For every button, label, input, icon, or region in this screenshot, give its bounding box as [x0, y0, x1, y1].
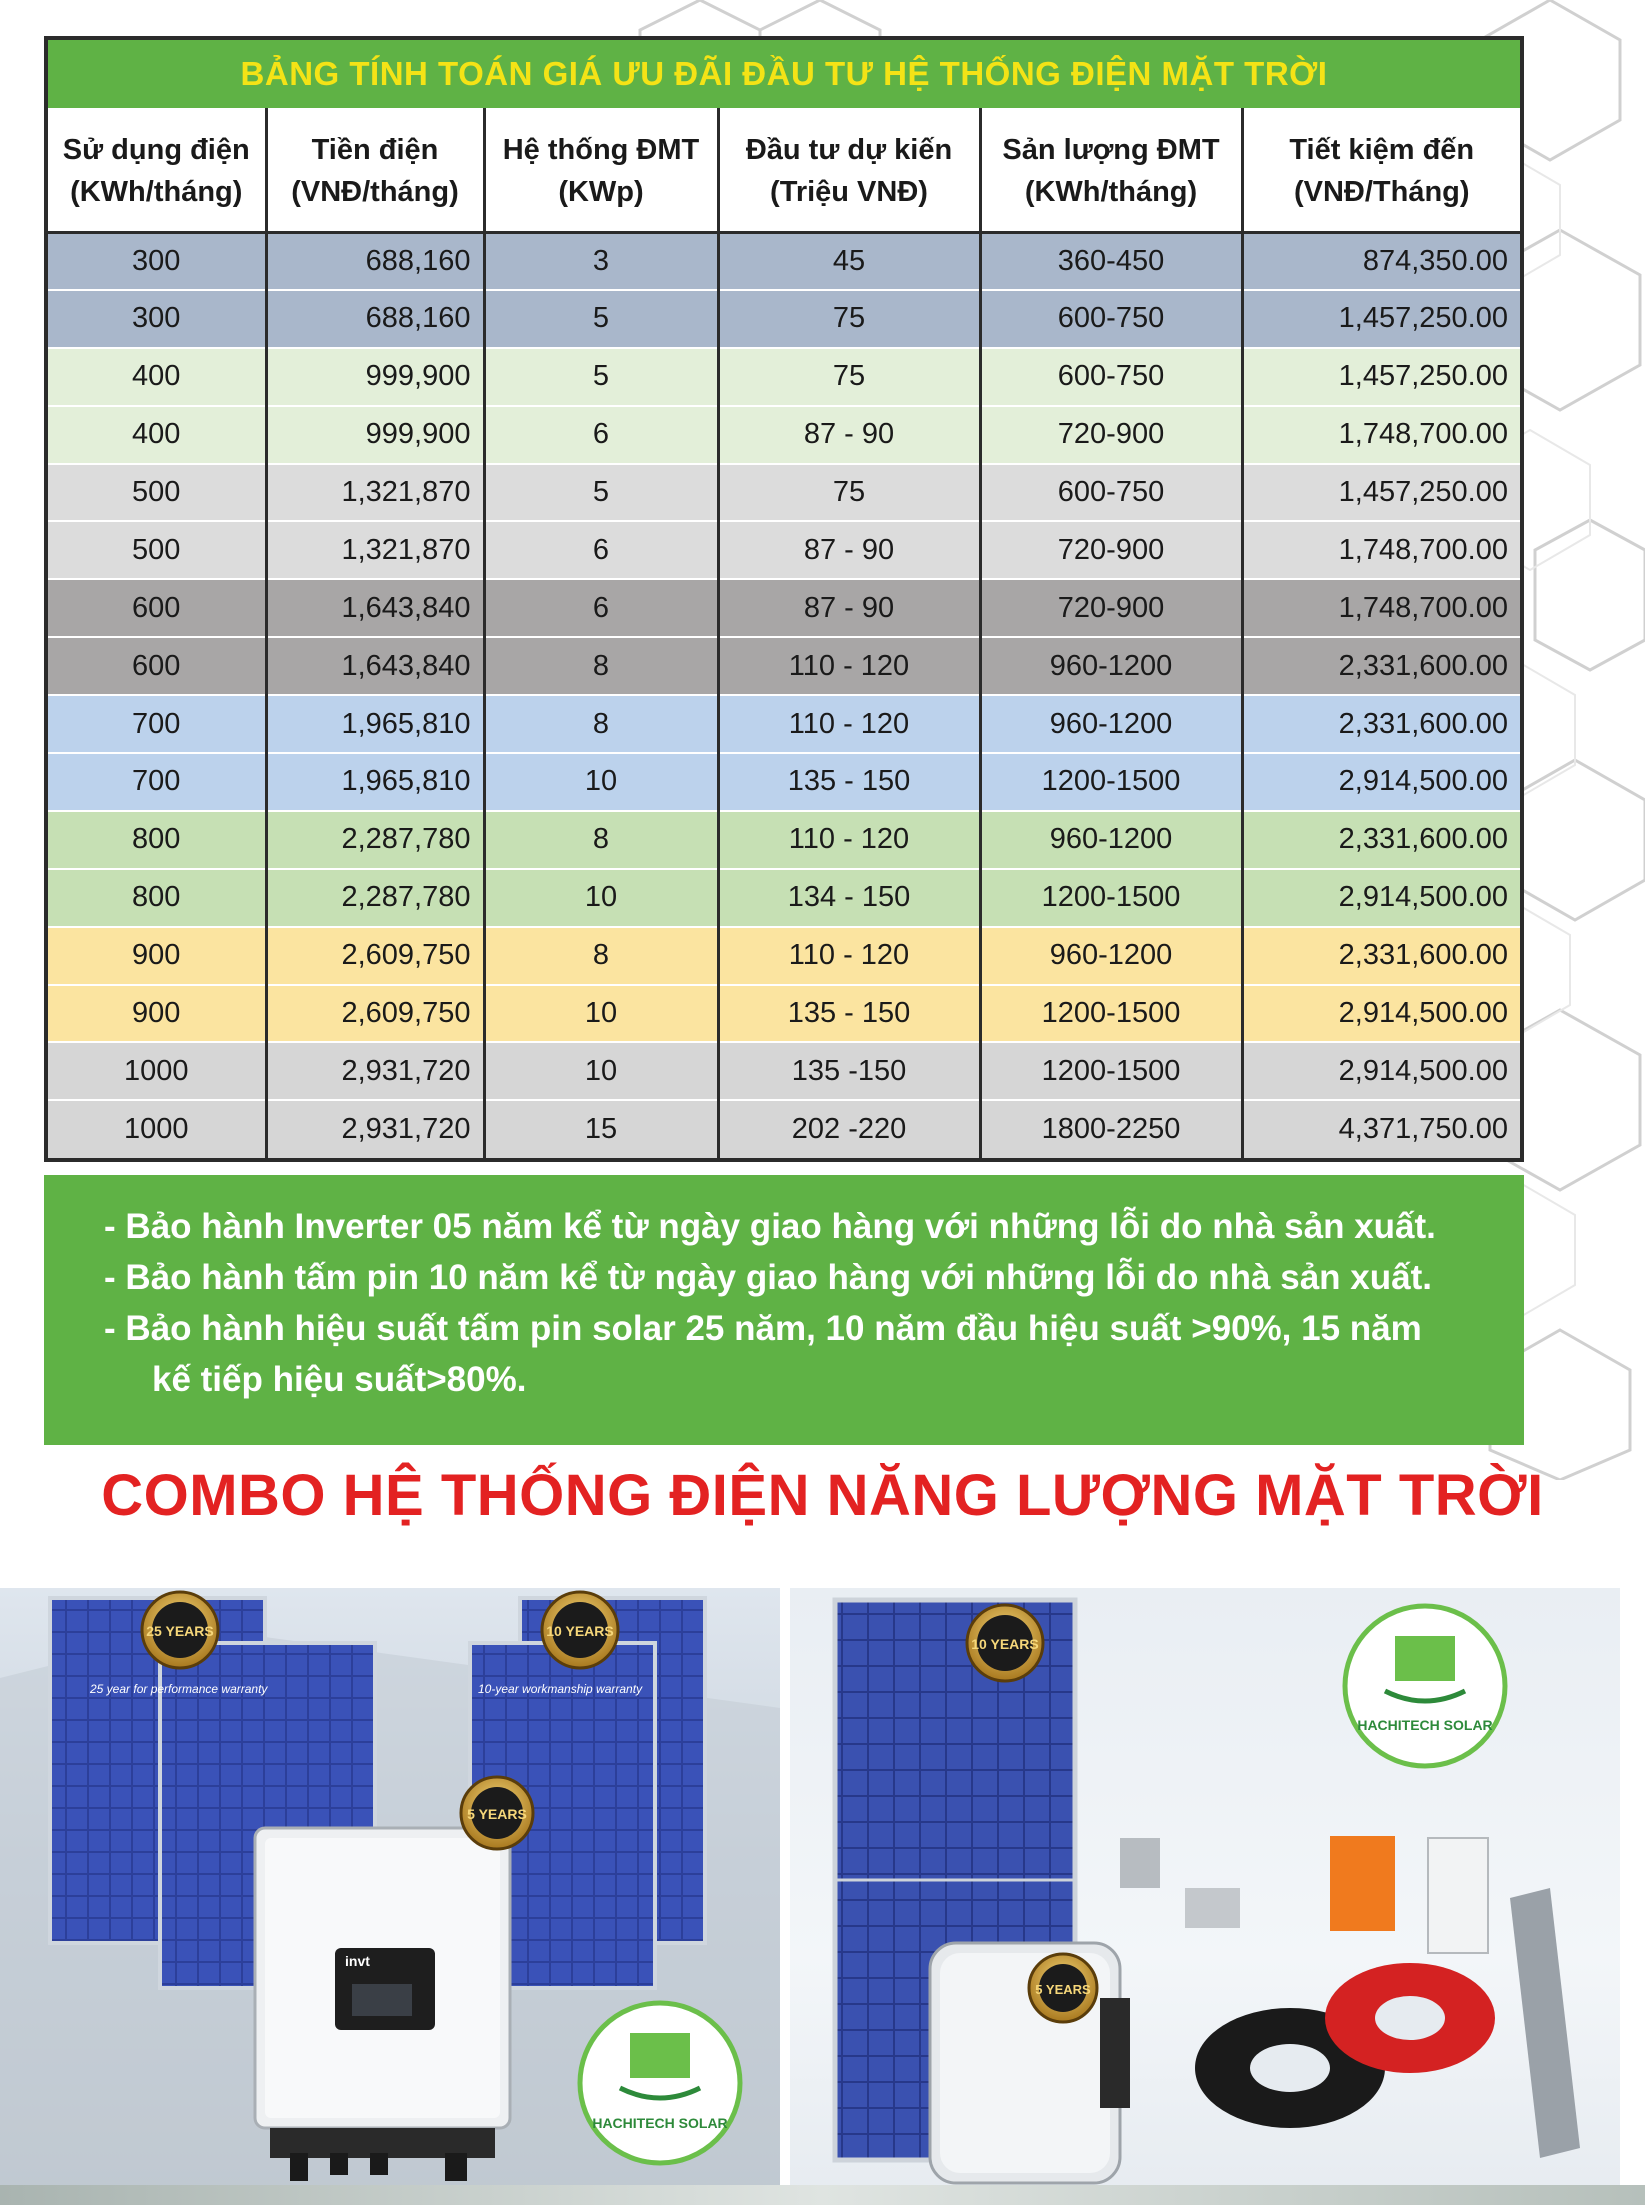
- cell-bill: 1,321,870: [266, 521, 484, 579]
- cell-usage: 300: [48, 232, 266, 290]
- table-row: [48, 348, 1520, 406]
- cell-saving: 2,914,500.00: [1242, 753, 1520, 811]
- cell-output: 720-900: [980, 521, 1242, 579]
- note-performance-warranty: - Bảo hành hiệu suất tấm pin solar 25 năm, 10 năm đầu hiệu suất >90%, 15 năm: [104, 1309, 1422, 1348]
- cell-usage: 700: [48, 695, 266, 753]
- table-row: [48, 869, 1520, 927]
- table-row: [48, 232, 1520, 290]
- cell-invest: 87 - 90: [718, 579, 980, 637]
- cell-saving: 2,331,600.00: [1242, 637, 1520, 695]
- svg-text:HACHITECH SOLAR: HACHITECH SOLAR: [592, 2115, 728, 2131]
- cell-bill: 2,609,750: [266, 985, 484, 1043]
- cell-bill: 1,965,810: [266, 753, 484, 811]
- cell-output: 720-900: [980, 406, 1242, 464]
- cell-output: 960-1200: [980, 811, 1242, 869]
- svg-text:10 YEARS: 10 YEARS: [546, 1623, 614, 1639]
- inverter-left: [255, 1828, 510, 2181]
- cell-invest: 75: [718, 290, 980, 348]
- hachitech-logo-left: [580, 2003, 740, 2163]
- bottom-strip: [0, 2185, 1645, 2205]
- cell-usage: 500: [48, 464, 266, 522]
- cell-bill: 2,931,720: [266, 1042, 484, 1100]
- cell-system: 3: [484, 232, 718, 290]
- svg-text:5 YEARS: 5 YEARS: [1035, 1982, 1091, 1997]
- cell-invest: 110 - 120: [718, 811, 980, 869]
- cell-bill: 2,609,750: [266, 927, 484, 985]
- table-row: [48, 579, 1520, 637]
- inverter-brand: invt: [345, 1953, 370, 1969]
- cell-output: 600-750: [980, 290, 1242, 348]
- cell-saving: 2,331,600.00: [1242, 695, 1520, 753]
- header-output: Sản lượng ĐMT (KWh/tháng): [980, 108, 1242, 232]
- cell-saving: 2,914,500.00: [1242, 985, 1520, 1043]
- cell-saving: 2,914,500.00: [1242, 1042, 1520, 1100]
- product-photo-left: [0, 1588, 780, 2205]
- cell-invest: 87 - 90: [718, 406, 980, 464]
- cell-bill: 688,160: [266, 290, 484, 348]
- cell-usage: 300: [48, 290, 266, 348]
- cell-output: 960-1200: [980, 927, 1242, 985]
- table-row: [48, 753, 1520, 811]
- cell-output: 1200-1500: [980, 753, 1242, 811]
- solar-kit-illustration-right: [790, 1588, 1620, 2205]
- warranty-text-10: 10-year workmanship warranty: [478, 1682, 643, 1696]
- cell-invest: 110 - 120: [718, 695, 980, 753]
- table-row: [48, 811, 1520, 869]
- cell-system: 8: [484, 695, 718, 753]
- header-row: [48, 108, 1520, 232]
- note-panel-warranty: - Bảo hành tấm pin 10 năm kể từ ngày giao hàng với những lỗi do nhà sản xuất.: [104, 1258, 1432, 1297]
- cell-output: 960-1200: [980, 637, 1242, 695]
- cell-invest: 134 - 150: [718, 869, 980, 927]
- cell-output: 720-900: [980, 579, 1242, 637]
- cell-system: 15: [484, 1100, 718, 1158]
- cell-usage: 500: [48, 521, 266, 579]
- cell-bill: 2,287,780: [266, 869, 484, 927]
- header-saving: Tiết kiệm đến (VNĐ/Tháng): [1242, 108, 1520, 232]
- table-row: [48, 406, 1520, 464]
- cell-system: 6: [484, 406, 718, 464]
- cell-invest: 135 -150: [718, 1042, 980, 1100]
- cell-usage: 1000: [48, 1100, 266, 1158]
- cell-output: 360-450: [980, 232, 1242, 290]
- cell-invest: 45: [718, 232, 980, 290]
- cell-saving: 1,748,700.00: [1242, 521, 1520, 579]
- cell-usage: 800: [48, 869, 266, 927]
- cell-invest: 110 - 120: [718, 637, 980, 695]
- cell-output: 600-750: [980, 348, 1242, 406]
- cell-usage: 700: [48, 753, 266, 811]
- header-system: Hệ thống ĐMT (KWp): [484, 108, 718, 232]
- header-invest: Đầu tư dự kiến (Triệu VNĐ): [718, 108, 980, 232]
- cell-system: 8: [484, 927, 718, 985]
- cell-bill: 2,287,780: [266, 811, 484, 869]
- cell-usage: 600: [48, 579, 266, 637]
- cell-system: 8: [484, 637, 718, 695]
- note-performance-warranty-cont: kế tiếp hiệu suất>80%.: [152, 1360, 527, 1399]
- table-row: [48, 985, 1520, 1043]
- mc4-connector: [1100, 1998, 1130, 2108]
- cell-saving: 2,914,500.00: [1242, 869, 1520, 927]
- cell-invest: 110 - 120: [718, 927, 980, 985]
- cell-saving: 1,457,250.00: [1242, 348, 1520, 406]
- badge-5-years-right: [1029, 1954, 1097, 2022]
- warranty-notes: [44, 1175, 1524, 1445]
- pricing-grid: [48, 108, 1520, 1158]
- cell-output: 1200-1500: [980, 985, 1242, 1043]
- cell-invest: 135 - 150: [718, 753, 980, 811]
- cell-system: 10: [484, 753, 718, 811]
- cell-bill: 1,321,870: [266, 464, 484, 522]
- cell-system: 6: [484, 521, 718, 579]
- hachitech-logo-right: [1345, 1606, 1505, 1766]
- cell-saving: 1,457,250.00: [1242, 464, 1520, 522]
- cell-usage: 1000: [48, 1042, 266, 1100]
- svg-text:10 YEARS: 10 YEARS: [971, 1636, 1039, 1652]
- table-row: [48, 1042, 1520, 1100]
- cell-usage: 400: [48, 406, 266, 464]
- warranty-text-25: 25 year for performance warranty: [90, 1682, 268, 1696]
- badge-25-years: [142, 1592, 218, 1668]
- cell-usage: 900: [48, 985, 266, 1043]
- cell-output: 600-750: [980, 464, 1242, 522]
- cell-invest: 202 -220: [718, 1100, 980, 1158]
- product-photo-right: [790, 1588, 1620, 2205]
- cell-bill: 1,965,810: [266, 695, 484, 753]
- table-title: BẢNG TÍNH TOÁN GIÁ ƯU ĐÃI ĐẦU TƯ HỆ THỐNG ĐIỆN MẶT TRỜI: [48, 40, 1520, 108]
- cell-saving: 1,748,700.00: [1242, 406, 1520, 464]
- combo-title: COMBO HỆ THỐNG ĐIỆN NĂNG LƯỢNG MẶT TRỜI: [101, 1463, 1544, 1528]
- cell-saving: 4,371,750.00: [1338, 1113, 1508, 1146]
- svg-text:25 YEARS: 25 YEARS: [146, 1623, 214, 1639]
- note-inverter-warranty: - Bảo hành Inverter 05 năm kể từ ngày giao hàng với những lỗi do nhà sản xuất.: [104, 1207, 1436, 1246]
- svg-text:HACHITECH SOLAR: HACHITECH SOLAR: [1357, 1717, 1493, 1733]
- cell-system: 8: [484, 811, 718, 869]
- badge-10-years-right: [967, 1605, 1043, 1681]
- cell-usage: 400: [48, 348, 266, 406]
- badge-5-years: [461, 1777, 533, 1849]
- header-bill: Tiền điện (VNĐ/tháng): [266, 108, 484, 232]
- cell-saving: 1,457,250.00: [1242, 290, 1520, 348]
- cell-bill: 2,931,720: [266, 1100, 484, 1158]
- surge-protector: [1330, 1836, 1395, 1931]
- table-row: [48, 1100, 1520, 1158]
- cell-saving: 2,331,600.00: [1242, 927, 1520, 985]
- cell-system: 5: [484, 348, 718, 406]
- cell-invest: 75: [718, 348, 980, 406]
- cell-bill: 1,643,840: [266, 637, 484, 695]
- cell-bill: 688,160: [266, 232, 484, 290]
- cell-bill: 999,900: [266, 348, 484, 406]
- cell-usage: 600: [48, 637, 266, 695]
- cell-saving: 874,350.00: [1242, 232, 1520, 290]
- cell-usage: 800: [48, 811, 266, 869]
- cell-invest: 87 - 90: [718, 521, 980, 579]
- cell-system: 10: [484, 985, 718, 1043]
- mounting-clamp: [1120, 1838, 1160, 1888]
- table-row: [48, 464, 1520, 522]
- cell-invest: 75: [718, 464, 980, 522]
- cell-usage: 900: [48, 927, 266, 985]
- badge-10-years: [542, 1592, 618, 1668]
- cell-system: 5: [484, 290, 718, 348]
- cell-system: 5: [484, 464, 718, 522]
- cell-saving: 2,331,600.00: [1242, 811, 1520, 869]
- cell-bill: 999,900: [266, 406, 484, 464]
- header-usage: Sử dụng điện (KWh/tháng): [48, 108, 266, 232]
- cell-output: 1200-1500: [980, 869, 1242, 927]
- table-row: [48, 637, 1520, 695]
- table-row: [48, 521, 1520, 579]
- table-row: [48, 290, 1520, 348]
- cell-output: 960-1200: [980, 695, 1242, 753]
- table-row: [48, 927, 1520, 985]
- mounting-rail: [1510, 1888, 1580, 2158]
- cell-system: 10: [484, 869, 718, 927]
- cell-saving: 1,748,700.00: [1242, 579, 1520, 637]
- cell-bill: 1,643,840: [266, 579, 484, 637]
- cell-invest: 135 - 150: [718, 985, 980, 1043]
- pricing-table: [44, 36, 1524, 1162]
- table-row: [48, 695, 1520, 753]
- cell-output: 1800-2250: [980, 1100, 1242, 1158]
- circuit-breaker: [1428, 1838, 1488, 1953]
- solar-kit-illustration-left: [0, 1588, 780, 2205]
- cell-system: 10: [484, 1042, 718, 1100]
- cell-system: 6: [484, 579, 718, 637]
- cell-output: 1200-1500: [980, 1042, 1242, 1100]
- svg-text:5 YEARS: 5 YEARS: [467, 1806, 527, 1822]
